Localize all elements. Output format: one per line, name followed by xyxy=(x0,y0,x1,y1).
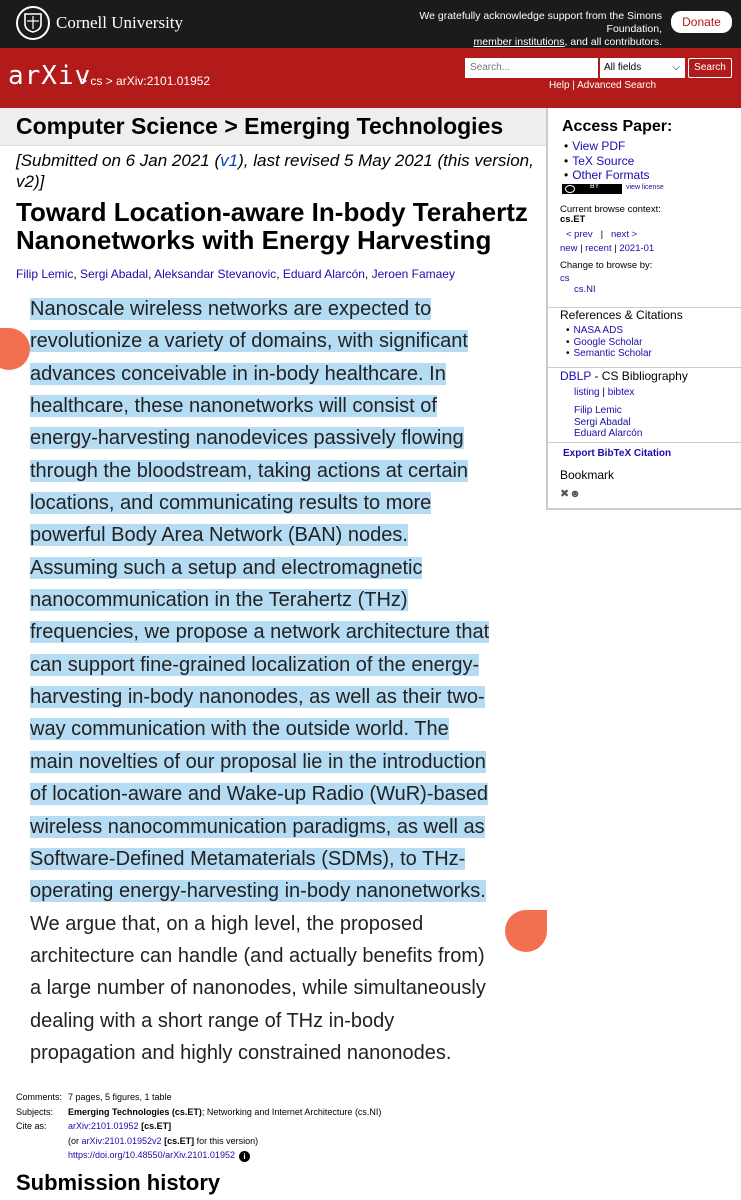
reddit-icon[interactable]: ☻ xyxy=(569,488,581,500)
abstract-line-selected: through the bloodstream, taking actions at certain xyxy=(30,459,469,482)
chevron-down-icon: ⌵ xyxy=(672,62,680,73)
cornell-university-logo-text[interactable]: Cornell University xyxy=(56,13,184,32)
cc-by-license-badge[interactable] xyxy=(562,184,622,194)
author-link[interactable]: Jeroen Famaey xyxy=(371,267,455,281)
author-link[interactable]: Aleksandar Stevanovic xyxy=(154,267,277,281)
arxiv-header xyxy=(0,48,741,108)
abstract-line-selected: Assuming such a setup and electromagnetic xyxy=(30,556,423,579)
paper-title: Toward Location-aware In-body Terahertz Nanonetworks with Energy Harvesting xyxy=(16,197,528,255)
comments-value: 7 pages, 5 figures, 1 table xyxy=(68,1092,172,1102)
dblp-section xyxy=(548,368,741,443)
other-formats-link[interactable]: Other Formats xyxy=(572,168,650,182)
new-link[interactable]: new xyxy=(560,243,578,254)
search-input[interactable]: Search... xyxy=(465,58,598,78)
export-bibtex-link[interactable]: Export BibTeX Citation xyxy=(563,448,672,459)
references-title: References & Citations xyxy=(560,308,683,322)
abstract-line-selected: of location-aware and Wake-up Radio (WuR)-based xyxy=(30,783,488,806)
help-advanced-search-links[interactable]: Help | Advanced Search xyxy=(548,80,657,91)
browse-cs-link[interactable]: cs xyxy=(560,273,570,284)
abstract-line-selected: can support fine-grained localization of the energy- xyxy=(30,653,480,676)
ack-text: We gratefully acknowledge support from the Simons Foundation, xyxy=(419,10,662,35)
access-paper-section xyxy=(548,108,741,308)
cite-v2-pre: (or xyxy=(68,1135,82,1146)
dblp-listing-links: listing | bibtex xyxy=(574,387,635,398)
abstract-line-selected: operating energy-harvesting in-body nanonetworks. xyxy=(30,880,486,903)
support-acknowledgement xyxy=(380,10,662,49)
search-field-value: All fields xyxy=(604,62,642,73)
info-icon[interactable]: i xyxy=(239,1151,250,1162)
recent-link[interactable]: recent xyxy=(585,243,612,254)
dblp-title-rest: - CS Bibliography xyxy=(591,369,688,383)
dblp-listing-link[interactable]: listing xyxy=(574,387,600,398)
dblp-link[interactable]: DBLP xyxy=(560,369,592,383)
submission-history-heading: Submission history xyxy=(16,1170,221,1195)
abstract-line: We argue that, on a high level, the proposed xyxy=(30,912,424,935)
month-link[interactable]: 2021-01 xyxy=(619,243,655,254)
abstract-line-selected: healthcare, these nanonetworks will consist of xyxy=(30,395,437,418)
license-badge-text: BY xyxy=(590,183,600,190)
dblp-author-link[interactable]: Eduard Alarcón xyxy=(574,428,643,439)
abstract[interactable] xyxy=(30,293,520,1069)
v1-link[interactable]: v1 xyxy=(220,151,239,170)
dblp-author-link[interactable]: Sergi Abadal xyxy=(574,416,631,428)
ack-text-rest: , and all contributors. xyxy=(564,36,662,48)
subject-title: Computer Science > Emerging Technologies xyxy=(16,113,504,139)
breadcrumb[interactable]: > cs > arXiv:2101.01952 xyxy=(80,74,211,88)
arxiv-logo[interactable]: arXiv xyxy=(8,61,92,91)
dblp-bibtex-link[interactable]: bibtex xyxy=(607,387,635,398)
google-scholar-link[interactable]: Google Scholar xyxy=(573,336,643,348)
bookmark-title: Bookmark xyxy=(560,468,615,482)
cite-arxiv-link[interactable]: arXiv:2101.01952 xyxy=(68,1121,139,1132)
abstract-line-selected: nanocommunication in the Terahertz (THz) xyxy=(30,589,408,612)
member-institutions-link[interactable]: member institutions xyxy=(473,36,565,48)
abstract-line-selected: revolutionize a variety of domains, with significant xyxy=(30,330,468,353)
subjects-label: Subjects: xyxy=(16,1106,54,1117)
abstract-line: propagation and highly constrained nanonodes. xyxy=(30,1041,452,1064)
cite-v2-tag: [cs.ET] xyxy=(164,1135,195,1146)
nasa-ads-link[interactable]: NASA ADS xyxy=(573,325,623,336)
references-links xyxy=(566,325,652,360)
search-field-select[interactable] xyxy=(600,58,685,78)
view-pdf-link[interactable]: View PDF xyxy=(572,139,626,153)
dblp-author-links xyxy=(574,405,642,440)
subject-header xyxy=(0,108,546,146)
prev-link[interactable]: < prev xyxy=(566,229,593,240)
abstract-line: architecture can handle (and actually benefits from) xyxy=(30,944,485,967)
cite-v2-link[interactable]: arXiv:2101.01952v2 xyxy=(81,1135,162,1146)
abstract-line-selected: wireless nanocommunication paradigms, as well as xyxy=(30,815,485,838)
abstract-line-selected: locations, and communicating results to more xyxy=(30,492,432,515)
semantic-scholar-link[interactable]: Semantic Scholar xyxy=(573,348,652,359)
comments-label: Comments: xyxy=(16,1092,63,1102)
cornell-top-bar xyxy=(0,0,741,48)
paper-metadata-table xyxy=(16,1090,546,1163)
submission-dates xyxy=(16,150,546,192)
next-link[interactable]: next > xyxy=(610,229,638,240)
tex-source-link[interactable]: TeX Source xyxy=(572,153,635,168)
abstract-line-selected: powerful Body Area Network (BAN) nodes. xyxy=(30,524,408,547)
abstract-line: dealing with a short range of THz in-body xyxy=(30,1009,395,1032)
browse-cs-ni-link[interactable]: cs.NI xyxy=(574,284,596,295)
cite-v2-post: for this version) xyxy=(194,1135,259,1146)
change-browse-label: Change to browse by: xyxy=(560,260,653,271)
listing-nav: new | recent | 2021-01 xyxy=(560,243,655,254)
abstract-line-selected: Software-Defined Metamaterials (SDMs), to THz- xyxy=(30,847,466,870)
cite-tag: [cs.ET] xyxy=(141,1121,172,1132)
abstract-line-selected: main novelties of our proposal lie in the introduction xyxy=(30,750,486,773)
abstract-line-selected: frequencies, we propose a network architecture that xyxy=(30,621,490,644)
abstract-line-selected: Nanoscale wireless networks are expected to xyxy=(30,298,432,320)
browse-context-value: cs.ET xyxy=(560,214,586,225)
abstract-line: a large number of nanonodes, while simultaneously xyxy=(30,977,486,1000)
prev-next-nav: < prev | next > xyxy=(566,229,638,240)
author-link[interactable]: Filip Lemic xyxy=(16,267,74,281)
browse-context-label: Current browse context: xyxy=(560,204,661,215)
doi-link[interactable]: https://doi.org/10.48550/arXiv.2101.01952 xyxy=(68,1150,235,1161)
dblp-author-link[interactable]: Filip Lemic xyxy=(574,405,622,416)
cornell-seal-icon[interactable] xyxy=(16,6,50,40)
abstract-line-selected: harvesting in-body nanonodes, as well as their two- xyxy=(30,686,485,709)
abstract-line-selected: energy-harvesting nanodevices passively flowing xyxy=(30,427,464,450)
search-button[interactable]: Search xyxy=(688,58,732,78)
view-license-link[interactable]: view license xyxy=(626,184,664,191)
author-link[interactable]: Sergi Abadal xyxy=(80,267,149,281)
submitted-text: [Submitted on 6 Jan 2021 ( xyxy=(16,151,221,170)
access-links xyxy=(564,139,650,183)
author-link[interactable]: Eduard Alarcón xyxy=(282,267,365,281)
secondary-subjects: ; Networking and Internet Architecture (cs.NI) xyxy=(201,1106,382,1117)
abstract-line-selected: way communication with the outside world. The xyxy=(30,718,449,741)
sidebar xyxy=(546,108,741,510)
donate-button[interactable]: Donate xyxy=(671,11,732,33)
cite-label: Cite as: xyxy=(16,1121,47,1132)
submitted-text-rest: ), last revised 5 May 2021 (this version, v2)] xyxy=(16,151,534,191)
references-section xyxy=(548,308,741,368)
selection-end-handle[interactable] xyxy=(505,910,547,952)
author-list: Filip Lemic, Sergi Abadal, Aleksandar Stevanovic, Eduard Alarcón, Jeroen Famaey xyxy=(16,267,455,281)
selection-start-handle[interactable] xyxy=(0,328,30,370)
bibsonomy-icon[interactable]: ✖ xyxy=(560,488,570,500)
bookmark-icons xyxy=(560,487,581,500)
abstract-line-selected: advances conceivable in in-body healthcare. In xyxy=(30,362,446,385)
primary-subject: Emerging Technologies (cs.ET) xyxy=(68,1106,202,1117)
dblp-title xyxy=(560,369,688,383)
access-paper-title: Access Paper: xyxy=(562,118,673,135)
